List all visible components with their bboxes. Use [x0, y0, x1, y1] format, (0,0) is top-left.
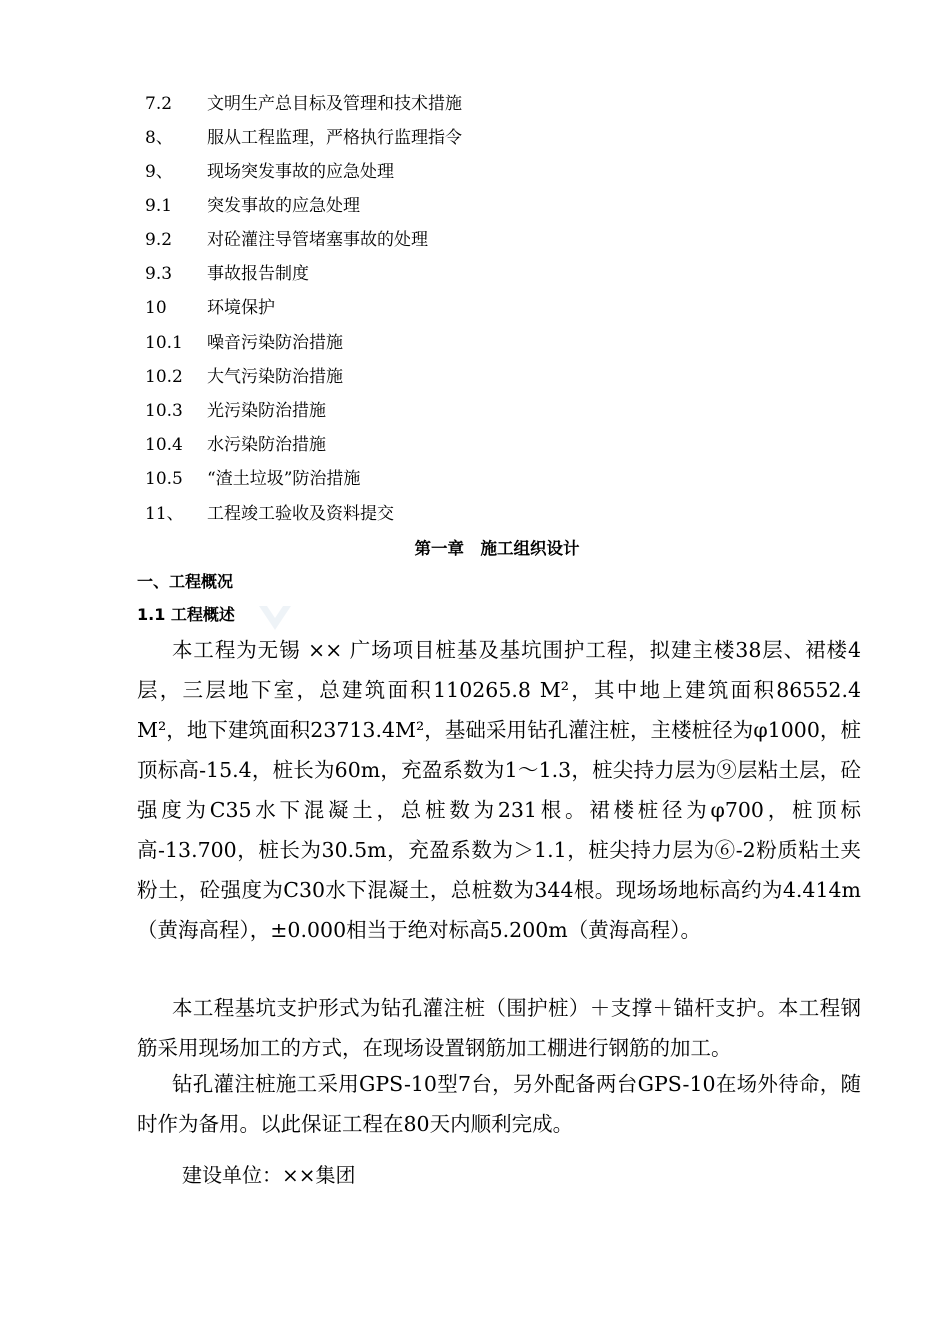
toc-text: 水污染防治措施	[207, 435, 326, 455]
toc-text: 事故报告制度	[207, 264, 309, 284]
toc-text: 噪音污染防治措施	[207, 333, 343, 353]
builder-line: 建设单位：××集团	[182, 1163, 356, 1187]
subsection-title: 1.1 工程概述	[137, 605, 235, 624]
toc-number: 10.3	[145, 401, 183, 421]
body-paragraph: 本工程基坑支护形式为钻孔灌注桩（围护桩）＋支撑＋锚杆支护。本工程钢筋采用现场加工的方式，在现场设置钢筋加工棚进行钢筋的加工。	[137, 996, 861, 1060]
chapter-title: 第一章 施工组织设计	[414, 539, 580, 558]
section-title: 一、工程概况	[137, 572, 234, 591]
toc-text: 光污染防治措施	[207, 401, 326, 421]
toc-number: 10.2	[145, 367, 183, 387]
toc-number: 9.2	[145, 230, 173, 250]
toc-number: 11、	[145, 504, 184, 524]
toc-number: 10.4	[145, 435, 183, 455]
toc-number: 9.3	[145, 264, 173, 284]
toc-number: 10	[145, 298, 167, 318]
toc-number: 7.2	[145, 94, 173, 114]
toc-number: 9.1	[145, 196, 173, 216]
toc-text: 现场突发事故的应急处理	[207, 162, 394, 182]
toc-text: 服从工程监理，严格执行监理指令	[207, 128, 462, 148]
toc-number: 10.5	[145, 469, 183, 489]
toc-text: 大气污染防治措施	[207, 367, 343, 387]
toc-text: 环境保护	[207, 298, 275, 318]
toc-text: 对砼灌注导管堵塞事故的处理	[207, 230, 428, 250]
toc-number: 10.1	[145, 333, 183, 353]
body-paragraph: 钻孔灌注桩施工采用GPS-10型7台，另外配备两台GPS-10在场外待命，随时作为备用。以此保证工程在80天内顺利完成。	[137, 1072, 861, 1136]
toc-text: “渣土垃圾”防治措施	[207, 469, 361, 489]
toc-text: 突发事故的应急处理	[207, 196, 360, 216]
toc-text: 文明生产总目标及管理和技术措施	[207, 94, 462, 114]
toc-number: 8、	[145, 128, 173, 148]
toc-text: 工程竣工验收及资料提交	[207, 504, 394, 524]
toc-number: 9、	[145, 162, 173, 182]
body-paragraph: 本工程为无锡 ×× 广场项目桩基及基坑围护工程，拟建主楼38层、裙楼4层，三层地下室，总建筑面积110265.8 M²，其中地上建筑面积86552.4 M²，地下建筑面积23713.4M²，基础采用钻孔灌注桩，主楼桩径为φ1000，桩顶标高-15.4，桩长为60m，充盈系数为1～1.3，桩尖持力层为⑨层粘土层，砼强度为C35水下混凝土，总桩数为231根。裙楼桩径为φ700，桩顶标高-13.700，桩长为30.5m，充盈系数为＞1.1，桩尖持力层为⑥-2粉质粘土夹粉土，砼强度为C30水下混凝土，总桩数为344根。现场场地标高约为4.414m（黄海高程），±0.000相当于绝对标高5.200m（黄海高程）。	[137, 638, 861, 942]
